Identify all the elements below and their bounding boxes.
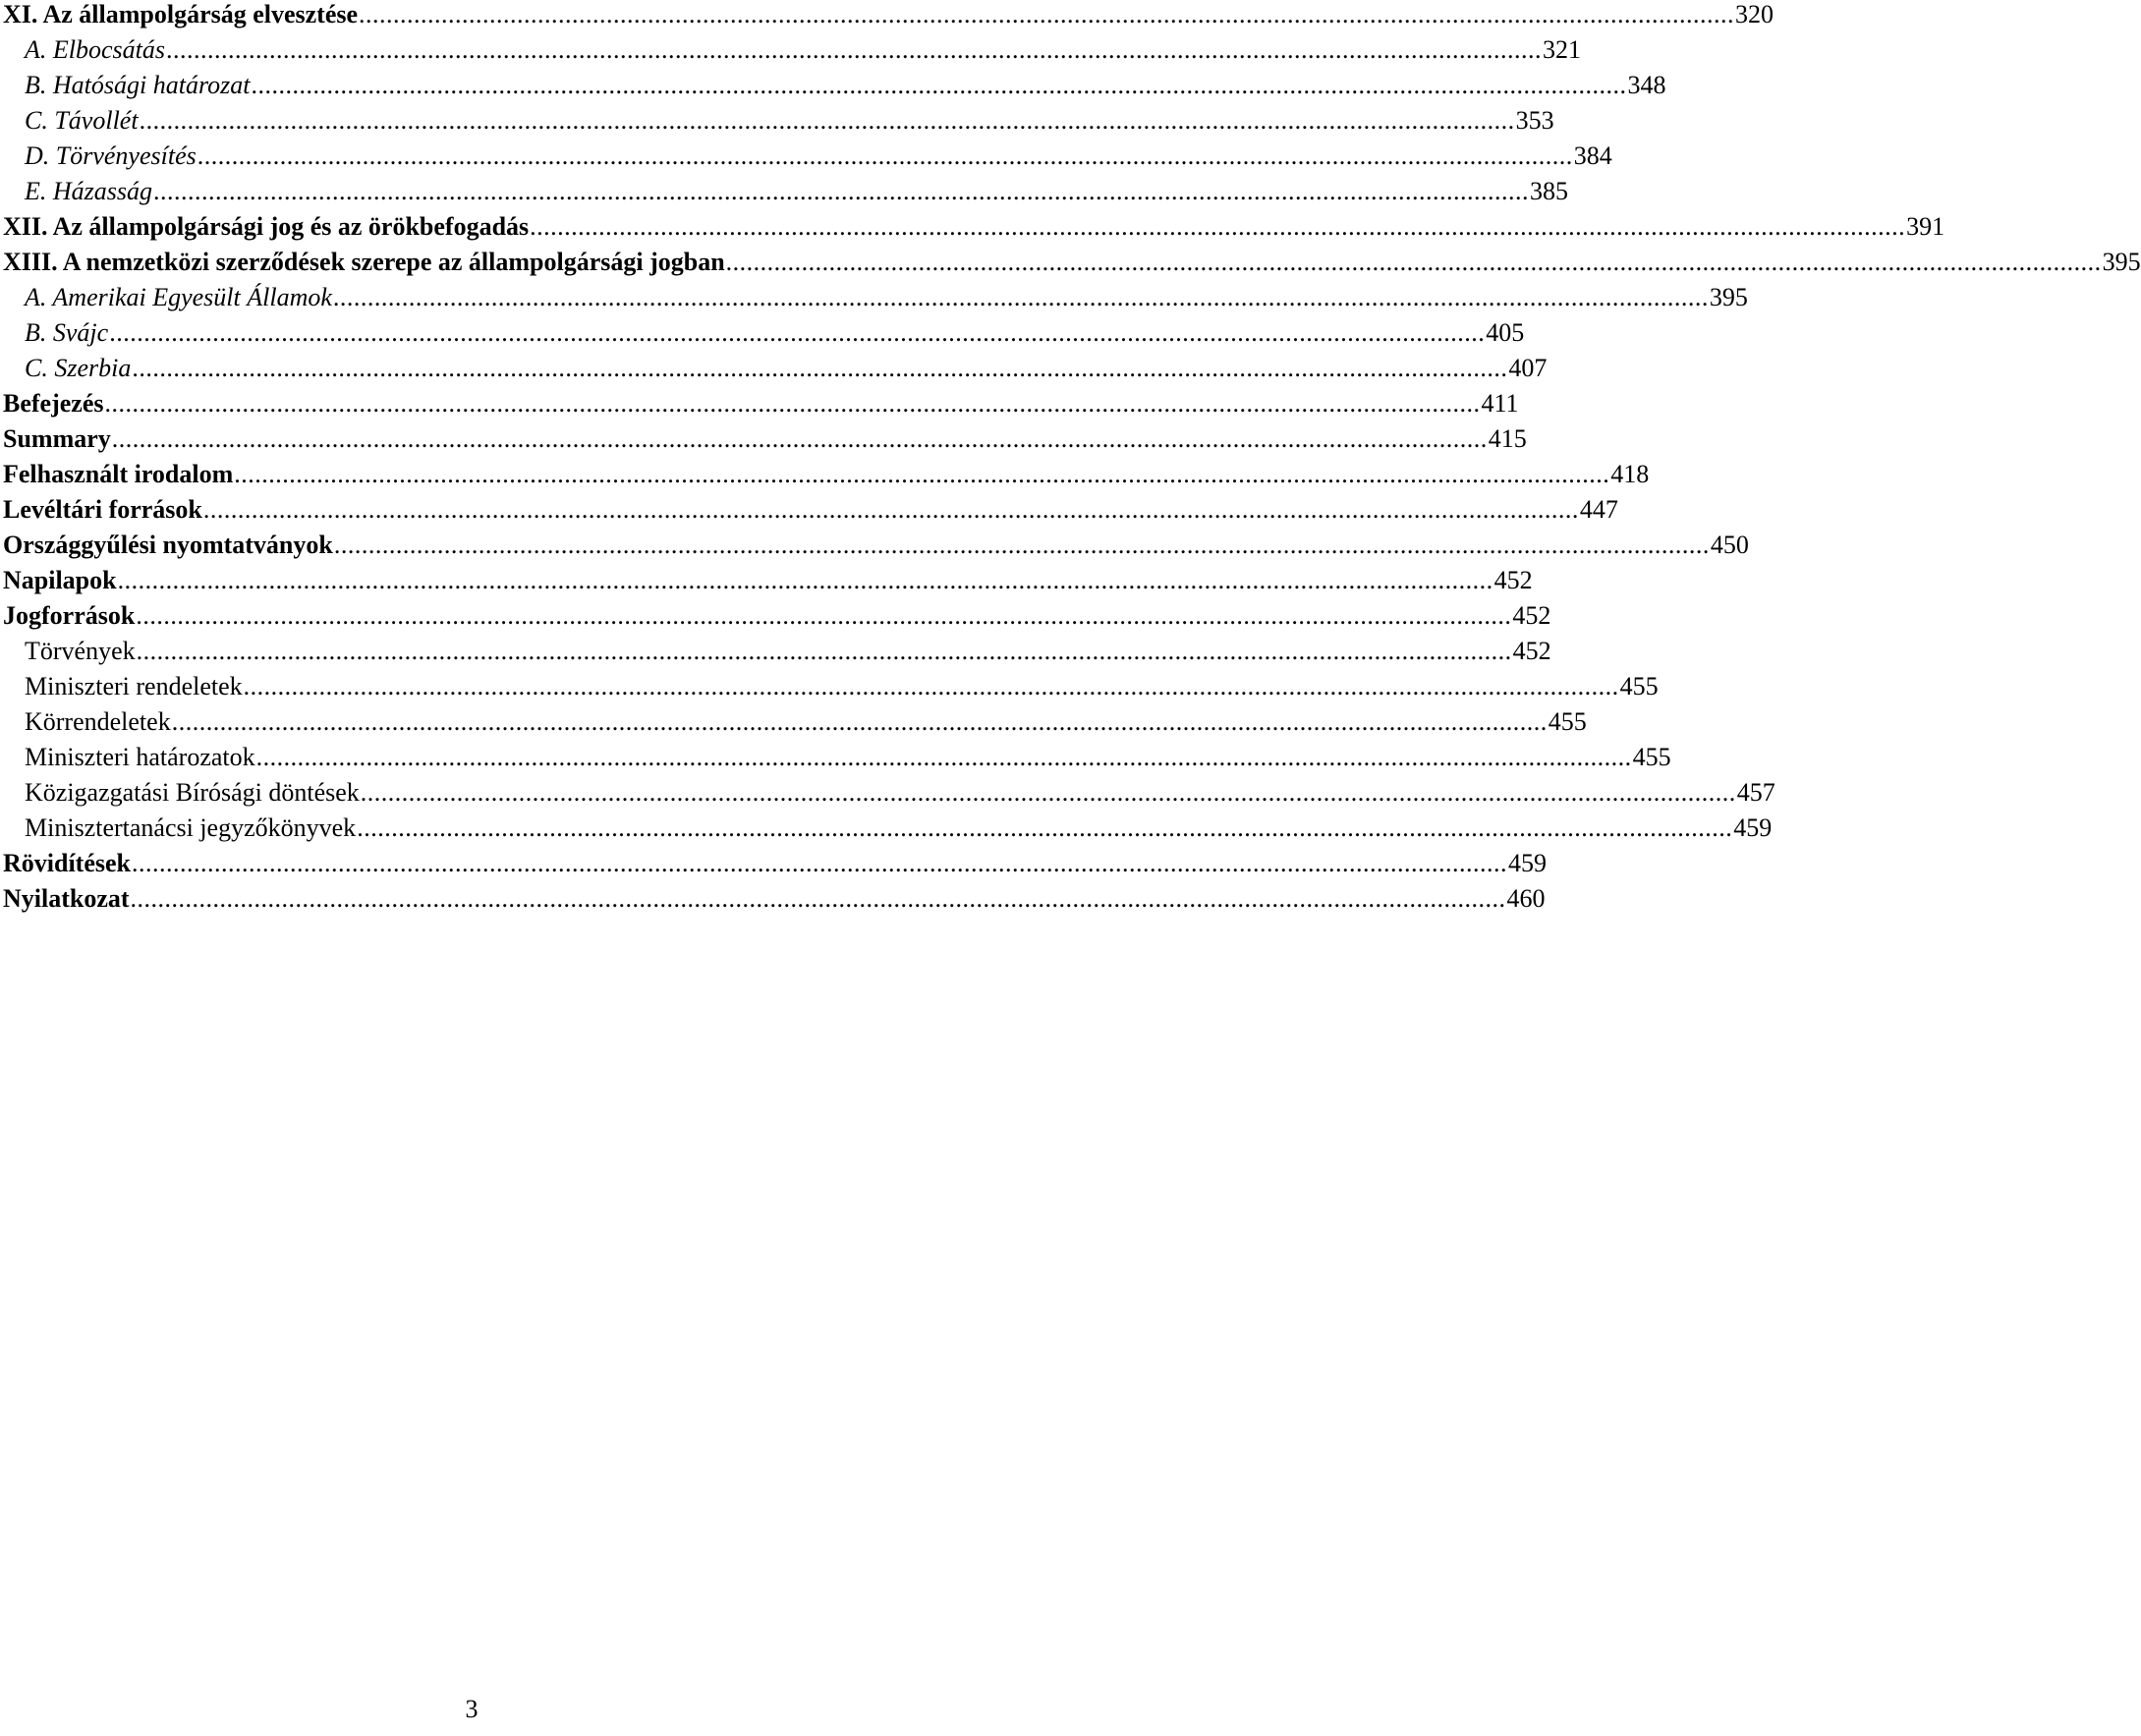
toc-dot-leader (244, 669, 1619, 704)
toc-entry-page: 418 (1610, 460, 1650, 488)
toc-entry-page: 411 (1481, 389, 1519, 418)
toc-entry (0, 563, 1533, 598)
toc-entry (0, 103, 1554, 139)
toc-dot-leader (166, 32, 1542, 68)
toc-dot-leader (530, 209, 1905, 245)
toc-dot-leader (726, 245, 2102, 280)
toc-dot-leader (153, 174, 1529, 209)
toc-entry-title: Közigazgatási Bírósági döntések (25, 778, 360, 807)
toc-entry-title: XII. Az állampolgársági jog és az örökbefogadás (3, 212, 530, 241)
toc-entry-title: B. Hatósági határozat (25, 71, 251, 99)
toc-entry-title: Rövidítések (3, 849, 131, 877)
toc-dot-leader (203, 492, 1579, 528)
toc-dot-leader (132, 846, 1507, 881)
toc-entry (0, 775, 1775, 811)
toc-entry (0, 32, 1581, 68)
toc-entry-title: Országgyűlési nyomtatványok (3, 531, 333, 559)
toc-entry-title: Napilapok (3, 566, 117, 594)
toc-entry-title: C. Szerbia (25, 354, 132, 382)
toc-entry-title: Felhasznált irodalom (3, 460, 234, 488)
toc-entry (0, 139, 1612, 174)
toc-entry-page: 459 (1508, 849, 1547, 877)
toc-entry-page: 391 (1906, 212, 1945, 241)
toc-entry-title: Levéltári források (3, 495, 202, 524)
toc-entry-page: 405 (1486, 318, 1525, 347)
toc-entry (0, 0, 1775, 32)
toc-entry-page: 395 (1709, 283, 1748, 311)
toc-entry-page: 460 (1506, 884, 1546, 913)
toc-entry (0, 315, 1525, 351)
toc-dot-leader (131, 881, 1506, 917)
toc-entry-page: 415 (1488, 424, 1527, 453)
toc-entry-page: 450 (1710, 531, 1749, 559)
toc-entry-title: Körrendeletek (25, 707, 171, 736)
toc-dot-leader (361, 775, 1736, 811)
page-number: 3 (465, 1695, 479, 1723)
toc-entry-page: 452 (1512, 601, 1551, 630)
toc-dot-leader (251, 68, 1626, 103)
toc-entry-title: C. Távollét (25, 106, 139, 135)
toc-entry (0, 881, 1546, 917)
toc-entry (0, 740, 1671, 775)
toc-dot-leader (104, 386, 1480, 421)
toc-dot-leader (334, 528, 1710, 563)
toc-entry-page: 348 (1627, 71, 1666, 99)
toc-entry-page: 457 (1736, 778, 1775, 807)
toc-entry (0, 528, 1749, 563)
toc-entry-page: 395 (2102, 248, 2141, 276)
toc-entry-title: A. Elbocsátás (25, 35, 165, 64)
toc-entry (0, 386, 1519, 421)
toc-entry-page: 447 (1579, 495, 1618, 524)
toc-entry-title: XI. Az állampolgárság elvesztése (3, 0, 359, 28)
toc-entry (0, 457, 1650, 492)
toc-dot-leader (132, 351, 1507, 386)
toc-dot-leader (256, 740, 1632, 775)
toc-entry-page: 407 (1508, 354, 1548, 382)
toc-entry-page: 455 (1619, 672, 1659, 700)
toc-dot-leader (359, 0, 1734, 32)
toc-dot-leader (137, 634, 1512, 669)
toc-dot-leader (357, 811, 1732, 846)
toc-entry-title: Miniszteri határozatok (25, 743, 255, 771)
toc-entry (0, 68, 1666, 103)
toc-entry (0, 811, 1773, 846)
toc-entry-title: Törvények (25, 637, 136, 665)
toc-dot-leader (109, 315, 1485, 351)
toc-entry (0, 846, 1547, 881)
toc-entry (0, 704, 1587, 740)
toc-dot-leader (333, 280, 1709, 315)
toc-dot-leader (172, 704, 1548, 740)
toc-dot-leader (234, 457, 1609, 492)
toc-entry-page: 385 (1530, 177, 1569, 205)
toc-entry (0, 351, 1548, 386)
toc-entry (0, 634, 1551, 669)
toc-entry-title: A. Amerikai Egyesült Államok (25, 283, 332, 311)
toc-dot-leader (112, 421, 1488, 457)
toc-entry-page: 384 (1573, 141, 1612, 170)
toc-entry-page: 321 (1543, 35, 1581, 64)
toc-entry (0, 492, 1618, 528)
toc-dot-leader (118, 563, 1493, 598)
toc-entry-page: 455 (1548, 707, 1587, 736)
toc-dot-leader (140, 103, 1515, 139)
toc-entry-title: Nyilatkozat (3, 884, 130, 913)
toc-entry (0, 245, 2141, 280)
toc-entry-page: 459 (1733, 813, 1773, 842)
toc-entry-title: E. Házasság (25, 177, 153, 205)
toc-entry-title: D. Törvényesítés (25, 141, 197, 170)
toc-entry (0, 174, 1569, 209)
toc-entry-page: 455 (1632, 743, 1671, 771)
toc-entry-page: 320 (1735, 0, 1775, 28)
toc-entry-title: Jogforrások (3, 601, 136, 630)
toc-entry-title: Summary (3, 424, 111, 453)
toc-entry-title: Miniszteri rendeletek (25, 672, 243, 700)
toc-entry-title: XIII. A nemzetközi szerződések szerepe az állampolgársági jogban (3, 248, 725, 276)
toc-entry (0, 209, 1945, 245)
toc-entry-title: B. Svájc (25, 318, 109, 347)
toc-entry (0, 598, 1551, 634)
toc-entry-title: Minisztertanácsi jegyzőkönyvek (25, 813, 357, 842)
toc-entry (0, 280, 1748, 315)
toc-entry-page: 452 (1493, 566, 1533, 594)
toc-entry-page: 452 (1512, 637, 1551, 665)
toc-entry (0, 421, 1527, 457)
toc-entry (0, 669, 1659, 704)
toc-entry-page: 353 (1515, 106, 1554, 135)
toc-dot-leader (136, 598, 1511, 634)
toc-dot-leader (197, 139, 1573, 174)
toc-entry-title: Befejezés (3, 389, 104, 418)
